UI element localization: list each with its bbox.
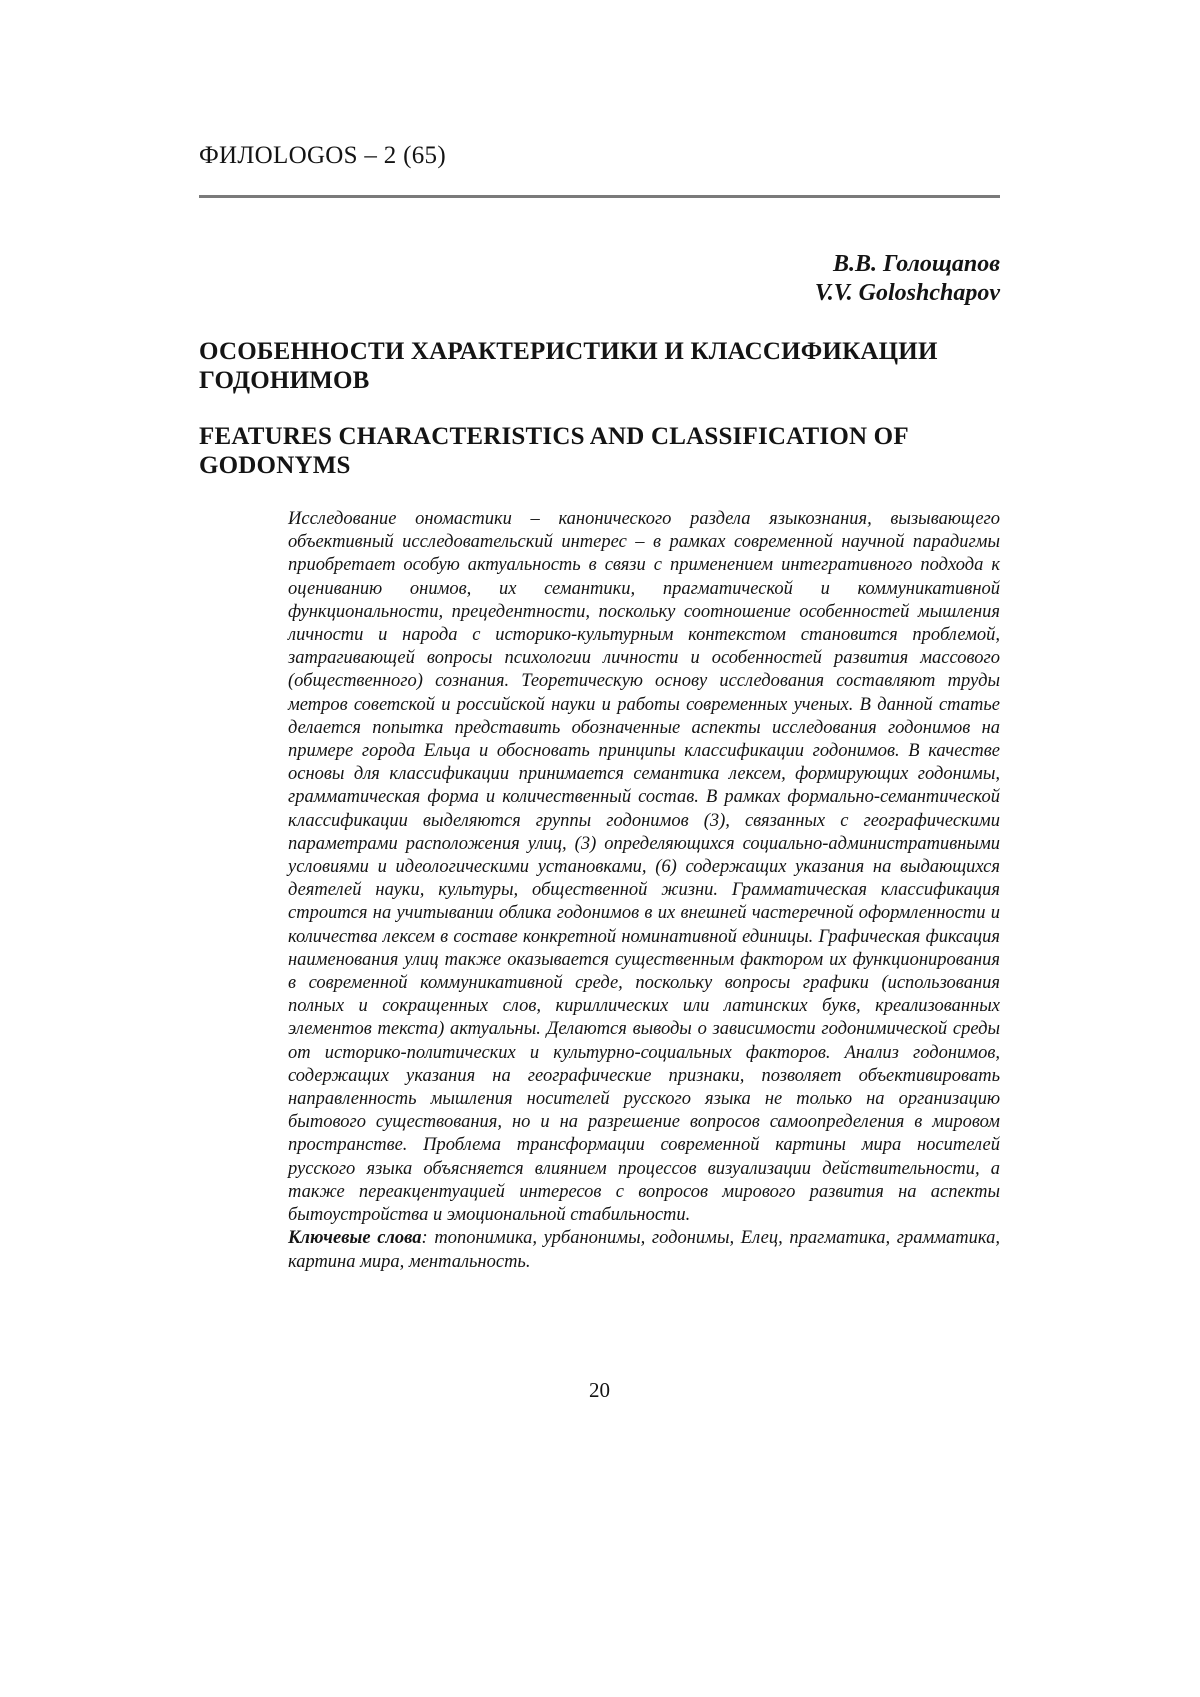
author-block [199, 250, 1000, 308]
article-title-ru-line1: ОСОБЕННОСТИ ХАРАКТЕРИСТИКИ И КЛАССИФИКАЦИИ [199, 338, 938, 365]
page-number: 20 [589, 1378, 610, 1402]
article-title-ru-line2: ГОДОНИМОВ [199, 367, 370, 394]
keywords-line [288, 1227, 1000, 1273]
author-name-en: V.V. Goloshchapov [814, 280, 1000, 306]
keywords-label: Ключевые слова [288, 1228, 422, 1249]
author-name-ru: В.В. Голощапов [832, 251, 1000, 277]
abstract-text: Исследование ономастики – канонического раздела языкознания, вызывающего объективный исследовательский интерес – в рамках современной научной парадигмы приобретает особую актуальность в связи с применением интегративного подхода к оцениванию онимов, их семантики, прагматической и коммуникативной функциональности, прецедентности, поскольку соотношение особенностей мышления личности и народа с историко-культурным контекстом становится проблемой, затрагивающей вопросы психологии личности и особенностей развития массового (общественного) сознания. Теоретическую основу исследования составляют труды метров советской и российской науки и работы современных ученых. В данной статье делается попытка представить обозначенные аспекты исследования годонимов на примере города Ельца и обосновать принципы классификации годонимов. В качестве основы для классификации принимается семантика лексем, формирующих годонимы, грамматическая форма и количественный состав. В рамках формально-семантической классификации выделяются группы годонимов (3), связанных с географическими параметрами расположения улиц, (3) определяющихся социально-административными условиями и идеологическими установками, (6) содержащих указания на выдающихся деятелей науки, культуры, общественной жизни. Грамматическая классификация строится на учитывании облика годонимов в их внешней частеречной оформленности и количества лексем в составе конкретной номинативной единицы. Графическая фиксация наименования улиц также оказывается существенным фактором их функционирования в современной коммуникативной среде, поскольку вопросы графики (использования полных и сокращенных слов, кириллических или латинских букв, креализованных элементов текста) актуальны. Делаются выводы о зависимости годонимической среды от историко-политических и культурно-социальных факторов. Анализ годонимов, содержащих указания на географические признаки, позволяет объективировать направленность мышления носителей русского языка не только на организацию бытового существования, но и на разрешение вопросов самоопределения в мировом пространстве. Проблема трансформации современной картины мира носителей русского языка объясняется влиянием процессов визуализации действительности, а также переакцентуацией интересов с вопросов мирового развития на аспекты бытоустройства и эмоциональной стабильности. [288, 509, 1000, 1226]
article-title-en-line2: GODONYMS [199, 452, 351, 479]
header-divider [199, 195, 1000, 198]
keywords-text: : топонимика, урбанонимы, годонимы, Елец, прагматика, грамматика, картина мира, ментальность. [288, 1228, 1000, 1272]
article-title-en [199, 422, 1000, 480]
journal-header: ФИЛОLOGOS – 2 (65) [199, 142, 446, 169]
article-title-ru [199, 337, 1000, 395]
article-title-en-line1: FEATURES CHARACTERISTICS AND CLASSIFICATION OF [199, 423, 909, 450]
abstract-block [288, 508, 1000, 1274]
